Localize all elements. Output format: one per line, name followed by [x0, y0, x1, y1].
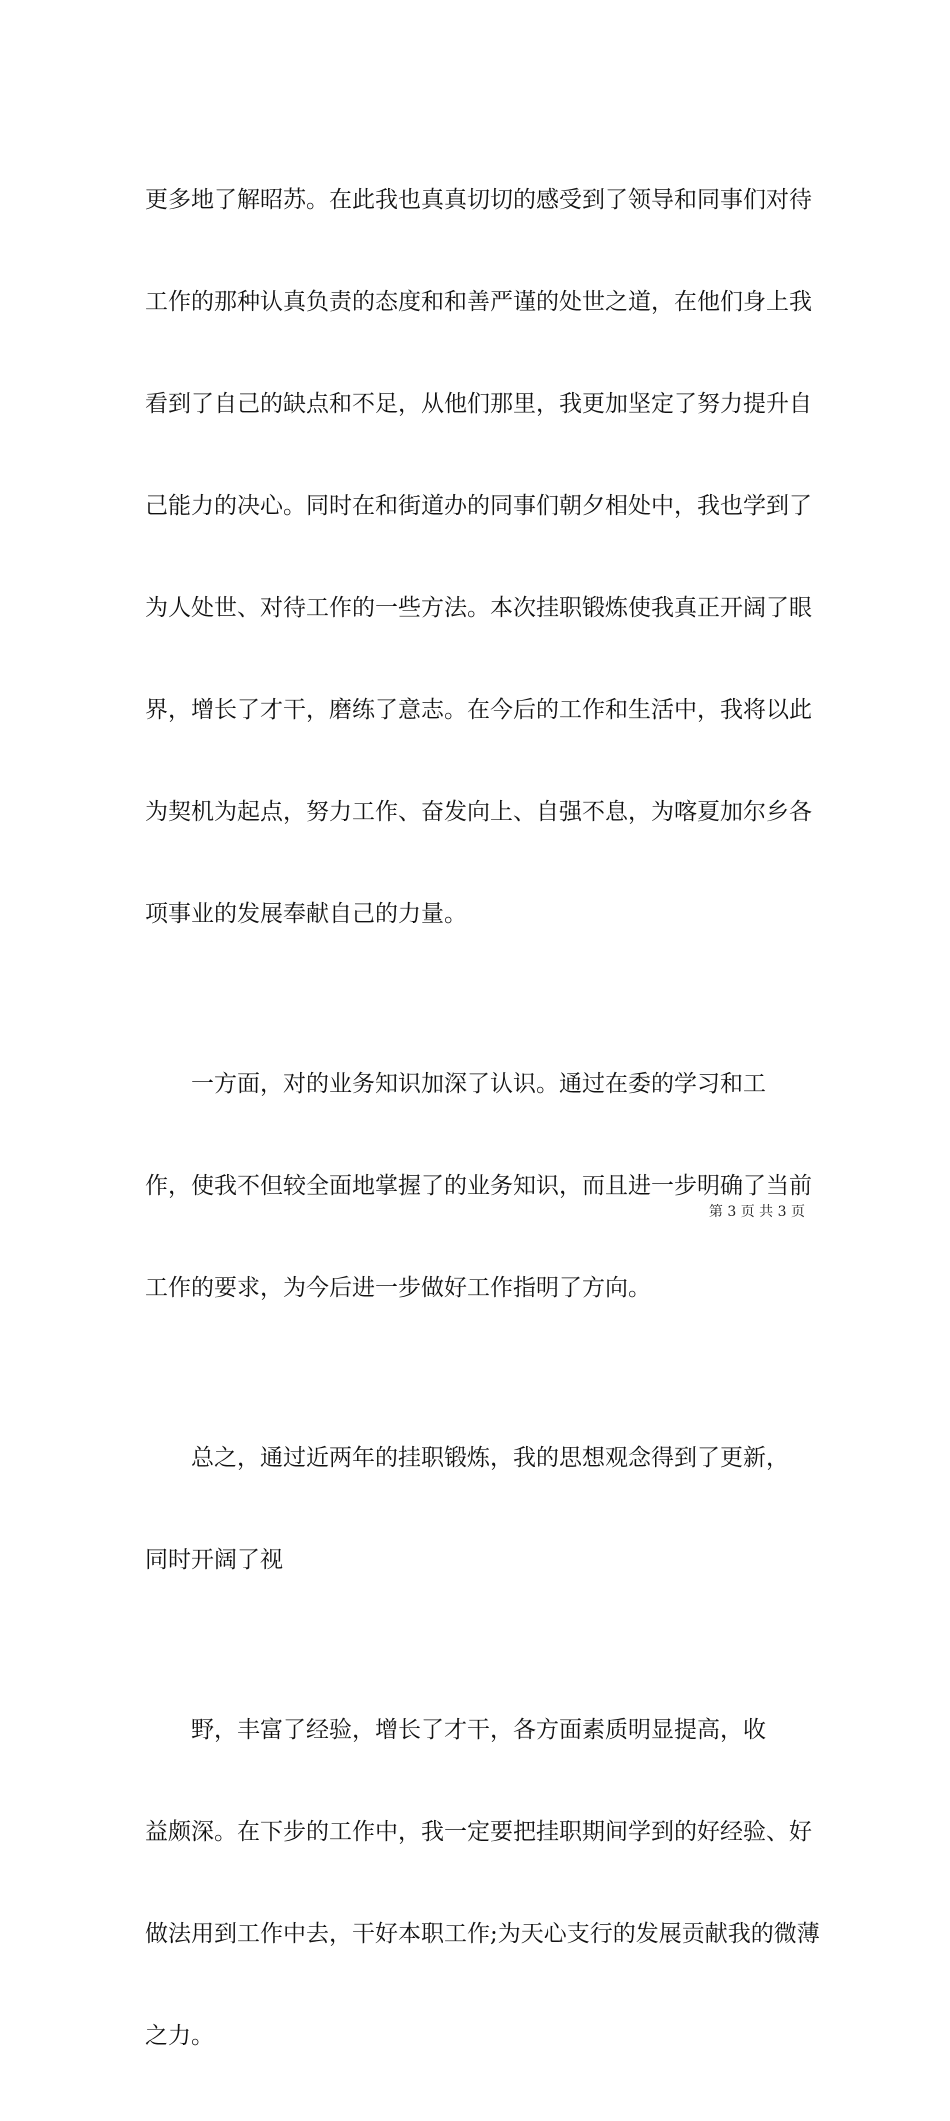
paragraph-2 [145, 999, 815, 1373]
text-line: 为人处世、对待工作的一些方法。本次挂职锻炼使我真正开阔了眼 [145, 595, 812, 621]
text-line: 益颇深。在下步的工作中，我一定要把挂职期间学到的好经验、好 [145, 1819, 812, 1845]
text-line: 之力。 [145, 2023, 214, 2049]
text-line: 同时开阔了视 [145, 1547, 283, 1573]
page-number: 第 3 页 共 3 页 [708, 1204, 805, 1220]
text-line: 做法用到工作中去，干好本职工作;为天心支行的发展贡献我的微薄 [145, 1921, 820, 1947]
text-line: 总之，通过近两年的挂职锻炼，我的思想观念得到了更新， [145, 1445, 789, 1471]
body-text [145, 115, 820, 2121]
text-line: 一方面，对的业务知识加深了认识。通过在委的学习和工 [145, 1071, 766, 1097]
paragraph-1 [145, 115, 815, 999]
text-line: 更多地了解昭苏。在此我也真真切切的感受到了领导和同事们对待 [145, 187, 812, 213]
paragraph-4 [145, 1645, 820, 2121]
text-line: 界，增长了才干，磨练了意志。在今后的工作和生活中，我将以此 [145, 697, 812, 723]
text-line: 己能力的决心。同时在和街道办的同事们朝夕相处中，我也学到了 [145, 493, 812, 519]
text-line: 为契机为起点，努力工作、奋发向上、自强不息，为喀夏加尔乡各 [145, 799, 812, 825]
text-line: 作，使我不但较全面地掌握了的业务知识，而且进一步明确了当前 [145, 1173, 812, 1199]
text-line: 工作的那种认真负责的态度和和善严谨的处世之道，在他们身上我 [145, 289, 812, 315]
text-line: 工作的要求，为今后进一步做好工作指明了方向。 [145, 1275, 651, 1301]
paragraph-3 [145, 1373, 815, 1645]
text-line: 项事业的发展奉献自己的力量。 [145, 901, 467, 927]
text-line: 看到了自己的缺点和不足，从他们那里，我更加坚定了努力提升自 [145, 391, 812, 417]
text-line: 野，丰富了经验，增长了才干，各方面素质明显提高，收 [145, 1717, 766, 1743]
